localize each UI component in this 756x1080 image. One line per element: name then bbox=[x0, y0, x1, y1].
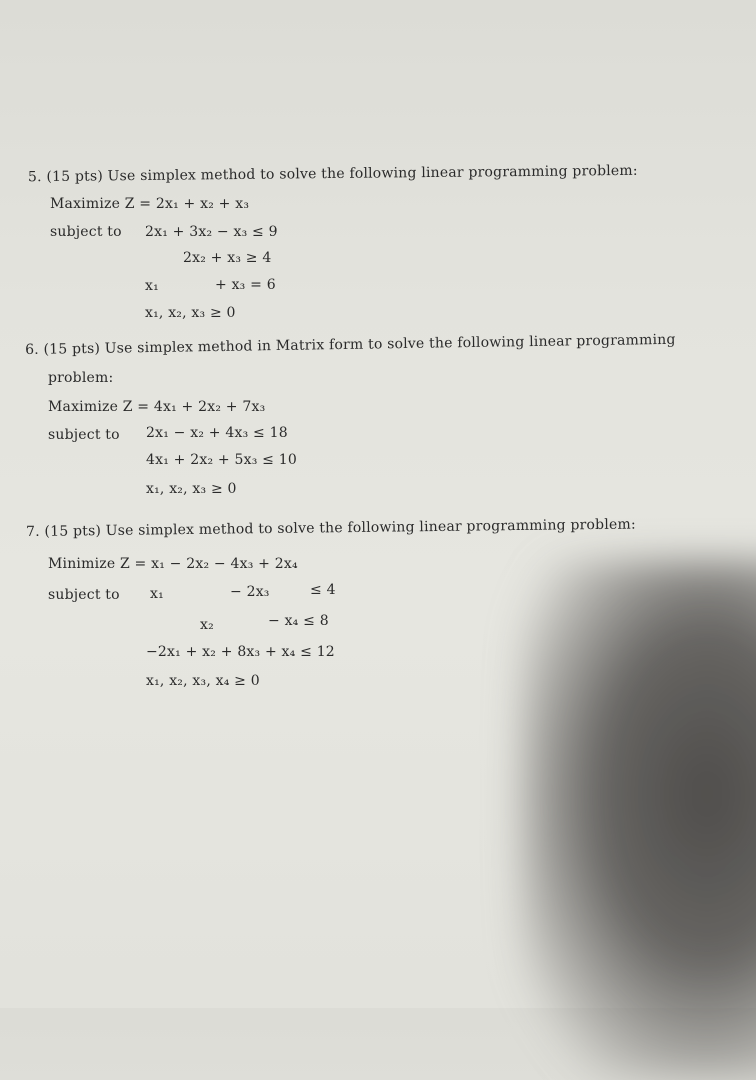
problem-6-subject-to: subject to bbox=[48, 427, 120, 443]
problem-7-nonnegativity: x₁, x₂, x₃, x₄ ≥ 0 bbox=[146, 673, 260, 689]
problem-5-subject-to: subject to bbox=[50, 224, 122, 240]
problem-6-constraint-1: 2x₁ − x₂ + 4x₃ ≤ 18 bbox=[146, 425, 288, 441]
problem-6-constraint-2: 4x₁ + 2x₂ + 5x₃ ≤ 10 bbox=[146, 452, 297, 468]
problem-7-subject-to: subject to bbox=[48, 587, 120, 603]
problem-5-constraint-1: 2x₁ + 3x₂ − x₃ ≤ 9 bbox=[145, 224, 278, 240]
problem-7-header: 7. (15 pts) Use simplex method to solve the following linear programming problem: bbox=[26, 516, 636, 540]
problem-7-objective: Minimize Z = x₁ − 2x₂ − 4x₃ + 2x₄ bbox=[48, 556, 298, 572]
problem-6-header-line-1: 6. (15 pts) Use simplex method in Matrix form to solve the following linear programming bbox=[25, 331, 676, 358]
problem-7-constraint-1-x1: x₁ bbox=[150, 586, 164, 602]
problem-5-constraint-3-x1: x₁ bbox=[145, 278, 159, 294]
problem-5-objective: Maximize Z = 2x₁ + x₂ + x₃ bbox=[50, 196, 250, 212]
problem-6-header-line-2: problem: bbox=[48, 370, 114, 386]
problem-7-constraint-1-rhs: ≤ 4 bbox=[310, 582, 336, 598]
problem-6-objective: Maximize Z = 4x₁ + 2x₂ + 7x₃ bbox=[48, 399, 266, 415]
problem-7-constraint-2-rest: − x₄ ≤ 8 bbox=[268, 613, 329, 629]
hand-shadow bbox=[520, 560, 756, 1080]
problem-6-nonnegativity: x₁, x₂, x₃ ≥ 0 bbox=[146, 481, 237, 497]
problem-5-header: 5. (15 pts) Use simplex method to solve the following linear programming problem: bbox=[27, 162, 638, 186]
problem-7-constraint-3: −2x₁ + x₂ + 8x₃ + x₄ ≤ 12 bbox=[146, 644, 335, 660]
problem-5-nonnegativity: x₁, x₂, x₃ ≥ 0 bbox=[145, 305, 236, 321]
problem-5-constraint-3-rest: + x₃ = 6 bbox=[215, 277, 276, 293]
problem-7-constraint-1-x3: − 2x₃ bbox=[230, 584, 270, 600]
problem-7-constraint-2-x2: x₂ bbox=[200, 617, 214, 633]
problem-5-constraint-2: 2x₂ + x₃ ≥ 4 bbox=[183, 250, 272, 266]
